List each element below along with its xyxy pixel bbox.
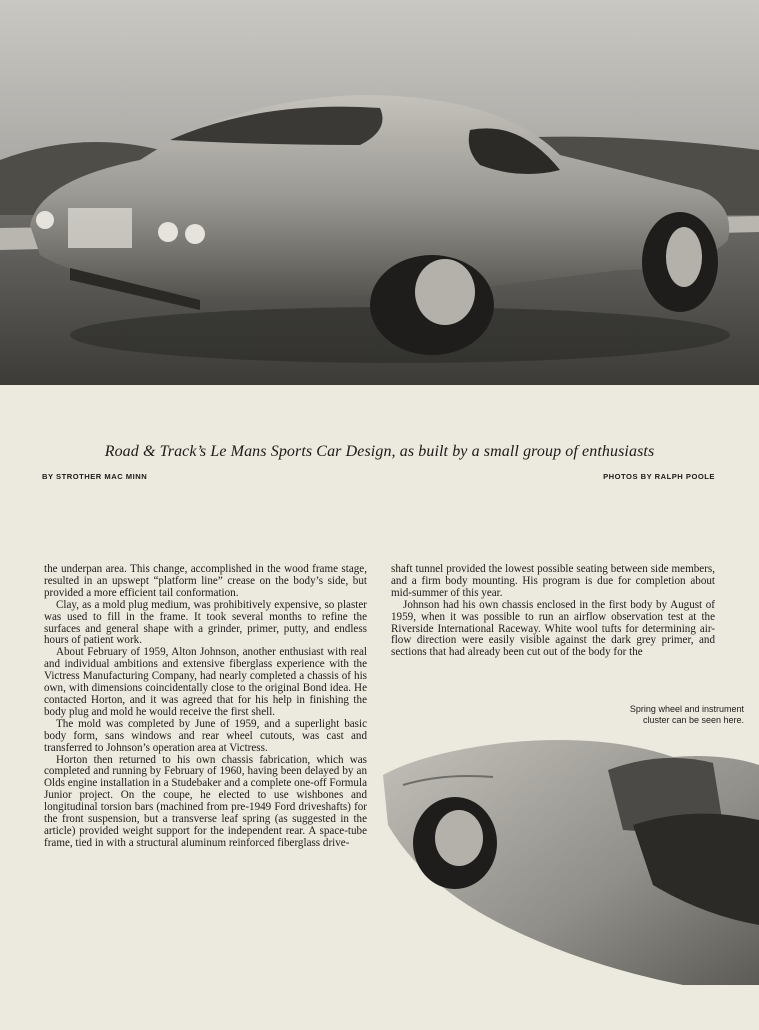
photo-credit: PHOTOS BY RALPH POOLE	[603, 472, 715, 481]
paragraph: shaft tunnel provided the lowest possible seating between side members, and a firm body mounting. His program is due for completion about mid-summer of this year.	[391, 563, 715, 599]
paragraph: Johnson had his own chassis enclosed in the first body by August of 1959, when it was possible to run an airflow observation test at the Riverside International Raceway. White wool tufts for determining air-flow direction were easily visible against the dark grey primer, and sections that had already been cut out of the body for the	[391, 598, 715, 659]
article-column-left	[44, 564, 367, 850]
paragraph: Horton then returned to his own chassis fabrication, which was completed and running by February of 1960, having been delayed by an Olds engine installation in a Studebaker and a complete one-off Formula Junior project. On the coupe, he elected to use wishbones and longitudinal torsion bars (machined from pre-1949 Ford driveshafts) for the front suspension, but a transverse leaf spring (as suggested in the article) provided weight support for the independent rear. A space-tube frame, tied in with a structural aluminum reinforced fiberglass drive-	[44, 753, 367, 849]
paragraph: About February of 1959, Alton Johnson, another enthusiast with real and individual ambitions and extensive fiberglass experience with the Victress Manufacturing Company, had nearly completed a chassis of his own, with dimensions coincidentally close to the original Bond idea. He contacted Horton, and it was agreed that for his help in finishing the body plug and mold he would receive the first shell.	[44, 646, 367, 718]
paragraph: The mold was completed by June of 1959, and a superlight basic body form, sans windows and rear wheel cutouts, was cast and transferred to Johnson’s operation area at Victress.	[44, 717, 367, 754]
paragraph: Clay, as a mold plug medium, was prohibitively expensive, so plaster was used to fill in the frame. It took several months to refine the surfaces and general shape with a grinder, primer, putty, and endless hours of patient work.	[44, 598, 367, 647]
car-rear-photo	[0, 0, 759, 385]
car-front-photo	[383, 735, 759, 985]
photo-caption: Road & Track’s Le Mans Sports Car Design, as built by a small group of enthusiasts	[104, 443, 655, 460]
author-byline: BY STROTHER MAC MINN	[42, 472, 148, 481]
inset-photo-caption: Spring wheel and instrument cluster can be seen here.	[629, 704, 744, 725]
article-column-right	[391, 564, 715, 659]
paragraph: the underpan area. This change, accomplished in the wood frame stage, resulted in an upswept “platform line” crease on the body’s side, but provided a more efficient tail conformation.	[44, 563, 367, 599]
